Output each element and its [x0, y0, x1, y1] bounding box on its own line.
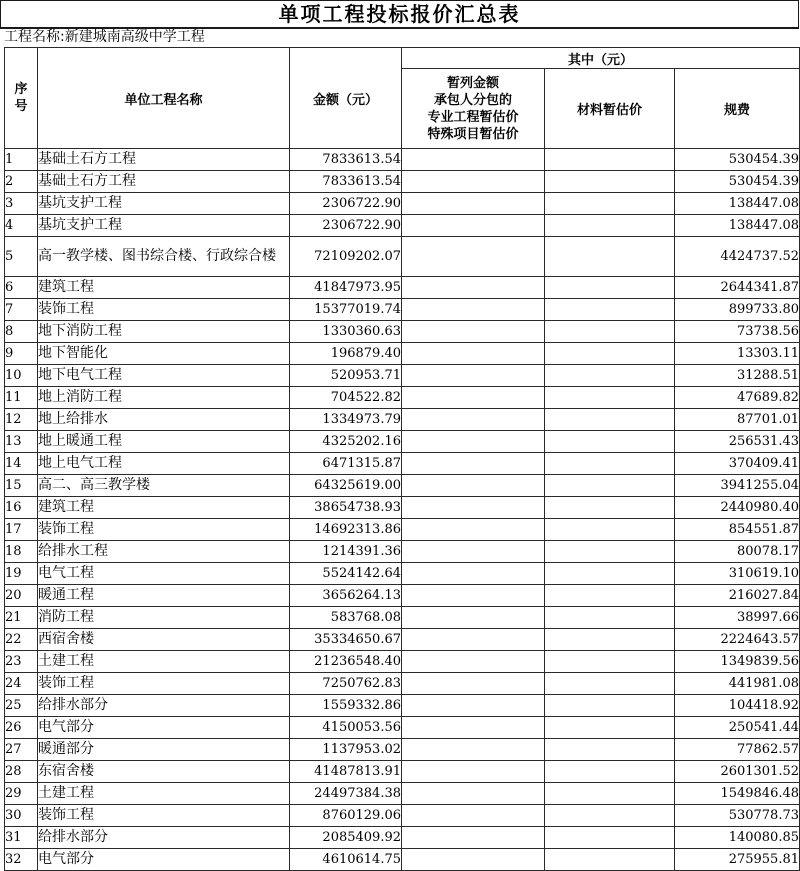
- cell-provisional[interactable]: [402, 149, 545, 171]
- cell-amount[interactable]: 3656264.13: [290, 585, 402, 607]
- table-row: [5, 739, 800, 761]
- cell-index[interactable]: 13: [5, 431, 38, 453]
- cell-amount[interactable]: 583768.08: [290, 607, 402, 629]
- cell-material[interactable]: [545, 739, 675, 761]
- cell-amount[interactable]: 35334650.67: [290, 629, 402, 651]
- cell-amount[interactable]: 38654738.93: [290, 497, 402, 519]
- cell-amount[interactable]: 24497384.38: [290, 783, 402, 805]
- table-row: [5, 607, 800, 629]
- cell-unit-name[interactable]: 东宿舍楼: [38, 761, 290, 783]
- table-row: [5, 673, 800, 695]
- cell-provisional[interactable]: [402, 783, 545, 805]
- cell-index[interactable]: 26: [5, 717, 38, 739]
- cell-unit-name[interactable]: 地上消防工程: [38, 387, 290, 409]
- table-row: [5, 761, 800, 783]
- cell-fees[interactable]: 256531.43: [675, 431, 800, 453]
- cell-material[interactable]: [545, 651, 675, 673]
- header-material[interactable]: 材料暂估价: [545, 69, 675, 149]
- cell-unit-name[interactable]: 高一教学楼、图书综合楼、行政综合楼: [38, 237, 290, 277]
- cell-amount[interactable]: 41487813.91: [290, 761, 402, 783]
- cell-amount[interactable]: 8760129.06: [290, 805, 402, 827]
- cell-fees[interactable]: 77862.57: [675, 739, 800, 761]
- table-row: [5, 365, 800, 387]
- cell-fees[interactable]: 104418.92: [675, 695, 800, 717]
- cell-amount[interactable]: 704522.82: [290, 387, 402, 409]
- cell-fees[interactable]: 2224643.57: [675, 629, 800, 651]
- cell-index[interactable]: 3: [5, 193, 38, 215]
- cell-unit-name[interactable]: 建筑工程: [38, 497, 290, 519]
- cell-fees[interactable]: 140080.85: [675, 827, 800, 849]
- cell-amount[interactable]: 6471315.87: [290, 453, 402, 475]
- table-row: [5, 431, 800, 453]
- table-row: [5, 805, 800, 827]
- cell-index[interactable]: 18: [5, 541, 38, 563]
- cell-index[interactable]: 27: [5, 739, 38, 761]
- cell-provisional[interactable]: [402, 387, 545, 409]
- table-row: [5, 783, 800, 805]
- cell-index[interactable]: 4: [5, 215, 38, 237]
- table-row: [5, 453, 800, 475]
- cell-material[interactable]: [545, 365, 675, 387]
- cell-fees[interactable]: 87701.01: [675, 409, 800, 431]
- cell-unit-name[interactable]: 基础土石方工程: [38, 171, 290, 193]
- cell-unit-name[interactable]: 基坑支护工程: [38, 215, 290, 237]
- cell-unit-name[interactable]: 给排水部分: [38, 827, 290, 849]
- table-row: [5, 497, 800, 519]
- cell-provisional[interactable]: [402, 215, 545, 237]
- cell-provisional[interactable]: [402, 541, 545, 563]
- cell-index[interactable]: 20: [5, 585, 38, 607]
- cell-index[interactable]: 6: [5, 277, 38, 299]
- header-provisional[interactable]: [402, 69, 545, 149]
- cell-amount[interactable]: 7833613.54: [290, 149, 402, 171]
- cell-unit-name[interactable]: 电气部分: [38, 849, 290, 871]
- cell-provisional[interactable]: [402, 585, 545, 607]
- cell-provisional[interactable]: [402, 629, 545, 651]
- cell-index[interactable]: 29: [5, 783, 38, 805]
- table-row: [5, 409, 800, 431]
- cell-unit-name[interactable]: 土建工程: [38, 783, 290, 805]
- cell-index[interactable]: 24: [5, 673, 38, 695]
- table-row: [5, 717, 800, 739]
- cell-amount[interactable]: 2085409.92: [290, 827, 402, 849]
- cell-fees[interactable]: 3941255.04: [675, 475, 800, 497]
- cell-unit-name[interactable]: 消防工程: [38, 607, 290, 629]
- header-provisional-line: 专业工程暂估价: [427, 109, 519, 125]
- cell-amount[interactable]: 21236548.40: [290, 651, 402, 673]
- cell-amount[interactable]: 5524142.64: [290, 563, 402, 585]
- cell-provisional[interactable]: [402, 475, 545, 497]
- cell-amount[interactable]: 4150053.56: [290, 717, 402, 739]
- cell-index[interactable]: 14: [5, 453, 38, 475]
- table-row: [5, 299, 800, 321]
- cell-unit-name[interactable]: 地下智能化: [38, 343, 290, 365]
- cell-index[interactable]: 2: [5, 171, 38, 193]
- cell-index[interactable]: 5: [5, 237, 38, 277]
- cell-provisional[interactable]: [402, 563, 545, 585]
- cell-unit-name[interactable]: 地上给排水: [38, 409, 290, 431]
- cell-provisional[interactable]: [402, 607, 545, 629]
- table-row: [5, 193, 800, 215]
- cell-index[interactable]: 23: [5, 651, 38, 673]
- cell-material[interactable]: [545, 321, 675, 343]
- cell-provisional[interactable]: [402, 827, 545, 849]
- cell-index[interactable]: 9: [5, 343, 38, 365]
- cell-index[interactable]: 7: [5, 299, 38, 321]
- cell-material[interactable]: [545, 237, 675, 277]
- cell-unit-name[interactable]: 电气部分: [38, 717, 290, 739]
- cell-unit-name[interactable]: 土建工程: [38, 651, 290, 673]
- cell-material[interactable]: [545, 585, 675, 607]
- table-row: [5, 237, 800, 277]
- header-unit-name[interactable]: 单位工程名称: [38, 48, 290, 149]
- cell-amount[interactable]: 1330360.63: [290, 321, 402, 343]
- cell-amount[interactable]: 7250762.83: [290, 673, 402, 695]
- cell-provisional[interactable]: [402, 717, 545, 739]
- cell-material[interactable]: [545, 673, 675, 695]
- cell-fees[interactable]: 250541.44: [675, 717, 800, 739]
- header-provisional-line: 暂列金额: [446, 75, 499, 91]
- quote-summary-table: [4, 47, 800, 871]
- cell-fees[interactable]: 275955.81: [675, 849, 800, 871]
- table-row: [5, 585, 800, 607]
- cell-fees[interactable]: 47689.82: [675, 387, 800, 409]
- cell-fees[interactable]: 530778.73: [675, 805, 800, 827]
- table-row: [5, 695, 800, 717]
- cell-index[interactable]: 1: [5, 149, 38, 171]
- cell-amount[interactable]: 2306722.90: [290, 215, 402, 237]
- cell-amount[interactable]: 1137953.02: [290, 739, 402, 761]
- header-index-char: 序: [14, 82, 28, 97]
- cell-amount[interactable]: 520953.71: [290, 365, 402, 387]
- table-row: [5, 849, 800, 871]
- cell-provisional[interactable]: [402, 365, 545, 387]
- cell-material[interactable]: [545, 563, 675, 585]
- cell-material[interactable]: [545, 299, 675, 321]
- header-provisional-line: 承包人分包的: [433, 92, 512, 108]
- cell-amount[interactable]: 64325619.00: [290, 475, 402, 497]
- table-row: [5, 321, 800, 343]
- table-row: [5, 629, 800, 651]
- cell-material[interactable]: [545, 695, 675, 717]
- cell-unit-name[interactable]: 装饰工程: [38, 299, 290, 321]
- cell-fees[interactable]: 530454.39: [675, 149, 800, 171]
- cell-unit-name[interactable]: 高二、高三教学楼: [38, 475, 290, 497]
- cell-material[interactable]: [545, 431, 675, 453]
- table-row: [5, 651, 800, 673]
- cell-material[interactable]: [545, 519, 675, 541]
- cell-provisional[interactable]: [402, 651, 545, 673]
- project-name-cell[interactable]: 工程名称:新建城南高级中学工程: [4, 29, 205, 45]
- cell-material[interactable]: [545, 409, 675, 431]
- cell-index[interactable]: 19: [5, 563, 38, 585]
- cell-index[interactable]: 10: [5, 365, 38, 387]
- cell-index[interactable]: 28: [5, 761, 38, 783]
- cell-unit-name[interactable]: 给排水部分: [38, 695, 290, 717]
- cell-index[interactable]: 17: [5, 519, 38, 541]
- sheet-title: 单项工程投标报价汇总表: [0, 0, 799, 29]
- cell-material[interactable]: [545, 387, 675, 409]
- header-of-which[interactable]: 其中（元）: [402, 48, 800, 69]
- cell-material[interactable]: [545, 215, 675, 237]
- cell-index[interactable]: 21: [5, 607, 38, 629]
- table-row: [5, 215, 800, 237]
- cell-provisional[interactable]: [402, 497, 545, 519]
- cell-provisional[interactable]: [402, 321, 545, 343]
- cell-amount[interactable]: 1559332.86: [290, 695, 402, 717]
- cell-provisional[interactable]: [402, 277, 545, 299]
- cell-provisional[interactable]: [402, 805, 545, 827]
- table-row: [5, 519, 800, 541]
- cell-fees[interactable]: 1349839.56: [675, 651, 800, 673]
- header-index-char: 号: [14, 99, 28, 114]
- cell-amount[interactable]: 41847973.95: [290, 277, 402, 299]
- cell-amount[interactable]: 4610614.75: [290, 849, 402, 871]
- cell-unit-name[interactable]: 基坑支护工程: [38, 193, 290, 215]
- cell-index[interactable]: 30: [5, 805, 38, 827]
- cell-index[interactable]: 12: [5, 409, 38, 431]
- cell-fees[interactable]: 441981.08: [675, 673, 800, 695]
- cell-fees[interactable]: 31288.51: [675, 365, 800, 387]
- cell-provisional[interactable]: [402, 849, 545, 871]
- cell-index[interactable]: 22: [5, 629, 38, 651]
- header-amount[interactable]: 金额（元）: [290, 48, 402, 149]
- cell-unit-name[interactable]: 地上电气工程: [38, 453, 290, 475]
- cell-fees[interactable]: 2601301.52: [675, 761, 800, 783]
- cell-material[interactable]: [545, 277, 675, 299]
- cell-provisional[interactable]: [402, 299, 545, 321]
- header-provisional-line: 特殊项目暂估价: [427, 126, 519, 142]
- header-index[interactable]: [5, 48, 38, 149]
- cell-material[interactable]: [545, 849, 675, 871]
- cell-index[interactable]: 31: [5, 827, 38, 849]
- cell-fees[interactable]: 310619.10: [675, 563, 800, 585]
- cell-amount[interactable]: 1214391.36: [290, 541, 402, 563]
- cell-provisional[interactable]: [402, 409, 545, 431]
- cell-amount[interactable]: 1334973.79: [290, 409, 402, 431]
- cell-material[interactable]: [545, 827, 675, 849]
- cell-unit-name[interactable]: 装饰工程: [38, 673, 290, 695]
- table-body: [5, 149, 800, 871]
- cell-provisional[interactable]: [402, 431, 545, 453]
- cell-fees[interactable]: 73738.56: [675, 321, 800, 343]
- table-row: [5, 149, 800, 171]
- cell-amount[interactable]: 4325202.16: [290, 431, 402, 453]
- cell-unit-name[interactable]: 暖通工程: [38, 585, 290, 607]
- table-row: [5, 387, 800, 409]
- cell-material[interactable]: [545, 761, 675, 783]
- cell-index[interactable]: 15: [5, 475, 38, 497]
- cell-material[interactable]: [545, 717, 675, 739]
- table-row: [5, 475, 800, 497]
- cell-fees[interactable]: 13303.11: [675, 343, 800, 365]
- cell-material[interactable]: [545, 149, 675, 171]
- cell-material[interactable]: [545, 805, 675, 827]
- cell-amount[interactable]: 196879.40: [290, 343, 402, 365]
- cell-provisional[interactable]: [402, 171, 545, 193]
- cell-unit-name[interactable]: 装饰工程: [38, 805, 290, 827]
- cell-material[interactable]: [545, 497, 675, 519]
- cell-fees[interactable]: 899733.80: [675, 299, 800, 321]
- cell-unit-name[interactable]: 暖通部分: [38, 739, 290, 761]
- cell-provisional[interactable]: [402, 237, 545, 277]
- cell-fees[interactable]: 216027.84: [675, 585, 800, 607]
- cell-amount[interactable]: 7833613.54: [290, 171, 402, 193]
- cell-unit-name[interactable]: 建筑工程: [38, 277, 290, 299]
- cell-provisional[interactable]: [402, 739, 545, 761]
- table-row: [5, 343, 800, 365]
- cell-fees[interactable]: 138447.08: [675, 193, 800, 215]
- table-row: [5, 541, 800, 563]
- cell-unit-name[interactable]: 地上暖通工程: [38, 431, 290, 453]
- cell-amount[interactable]: 72109202.07: [290, 237, 402, 277]
- header-fees[interactable]: 规费: [675, 69, 800, 149]
- cell-unit-name[interactable]: 地下消防工程: [38, 321, 290, 343]
- table-row: [5, 827, 800, 849]
- cell-fees[interactable]: 370409.41: [675, 453, 800, 475]
- cell-provisional[interactable]: [402, 343, 545, 365]
- cell-unit-name[interactable]: 电气工程: [38, 563, 290, 585]
- cell-material[interactable]: [545, 629, 675, 651]
- cell-amount[interactable]: 15377019.74: [290, 299, 402, 321]
- cell-material[interactable]: [545, 193, 675, 215]
- cell-material[interactable]: [545, 171, 675, 193]
- table-row: [5, 171, 800, 193]
- cell-fees[interactable]: 4424737.52: [675, 237, 800, 277]
- cell-material[interactable]: [545, 783, 675, 805]
- cell-unit-name[interactable]: 给排水工程: [38, 541, 290, 563]
- cell-fees[interactable]: 80078.17: [675, 541, 800, 563]
- cell-index[interactable]: 11: [5, 387, 38, 409]
- cell-amount[interactable]: 2306722.90: [290, 193, 402, 215]
- cell-provisional[interactable]: [402, 519, 545, 541]
- cell-fees[interactable]: 2440980.40: [675, 497, 800, 519]
- table-row: [5, 277, 800, 299]
- cell-index[interactable]: 32: [5, 849, 38, 871]
- cell-unit-name[interactable]: 地下电气工程: [38, 365, 290, 387]
- cell-fees[interactable]: 530454.39: [675, 171, 800, 193]
- cell-fees[interactable]: 2644341.87: [675, 277, 800, 299]
- cell-unit-name[interactable]: 西宿舍楼: [38, 629, 290, 651]
- cell-index[interactable]: 16: [5, 497, 38, 519]
- cell-material[interactable]: [545, 541, 675, 563]
- cell-provisional[interactable]: [402, 453, 545, 475]
- cell-material[interactable]: [545, 607, 675, 629]
- cell-index[interactable]: 25: [5, 695, 38, 717]
- cell-provisional[interactable]: [402, 673, 545, 695]
- cell-provisional[interactable]: [402, 193, 545, 215]
- cell-unit-name[interactable]: 装饰工程: [38, 519, 290, 541]
- cell-material[interactable]: [545, 453, 675, 475]
- cell-provisional[interactable]: [402, 695, 545, 717]
- cell-fees[interactable]: 138447.08: [675, 215, 800, 237]
- cell-material[interactable]: [545, 475, 675, 497]
- cell-fees[interactable]: 854551.87: [675, 519, 800, 541]
- cell-index[interactable]: 8: [5, 321, 38, 343]
- cell-material[interactable]: [545, 343, 675, 365]
- table-row: [5, 563, 800, 585]
- cell-amount[interactable]: 14692313.86: [290, 519, 402, 541]
- cell-fees[interactable]: 1549846.48: [675, 783, 800, 805]
- cell-provisional[interactable]: [402, 761, 545, 783]
- cell-unit-name[interactable]: 基础土石方工程: [38, 149, 290, 171]
- cell-fees[interactable]: 38997.66: [675, 607, 800, 629]
